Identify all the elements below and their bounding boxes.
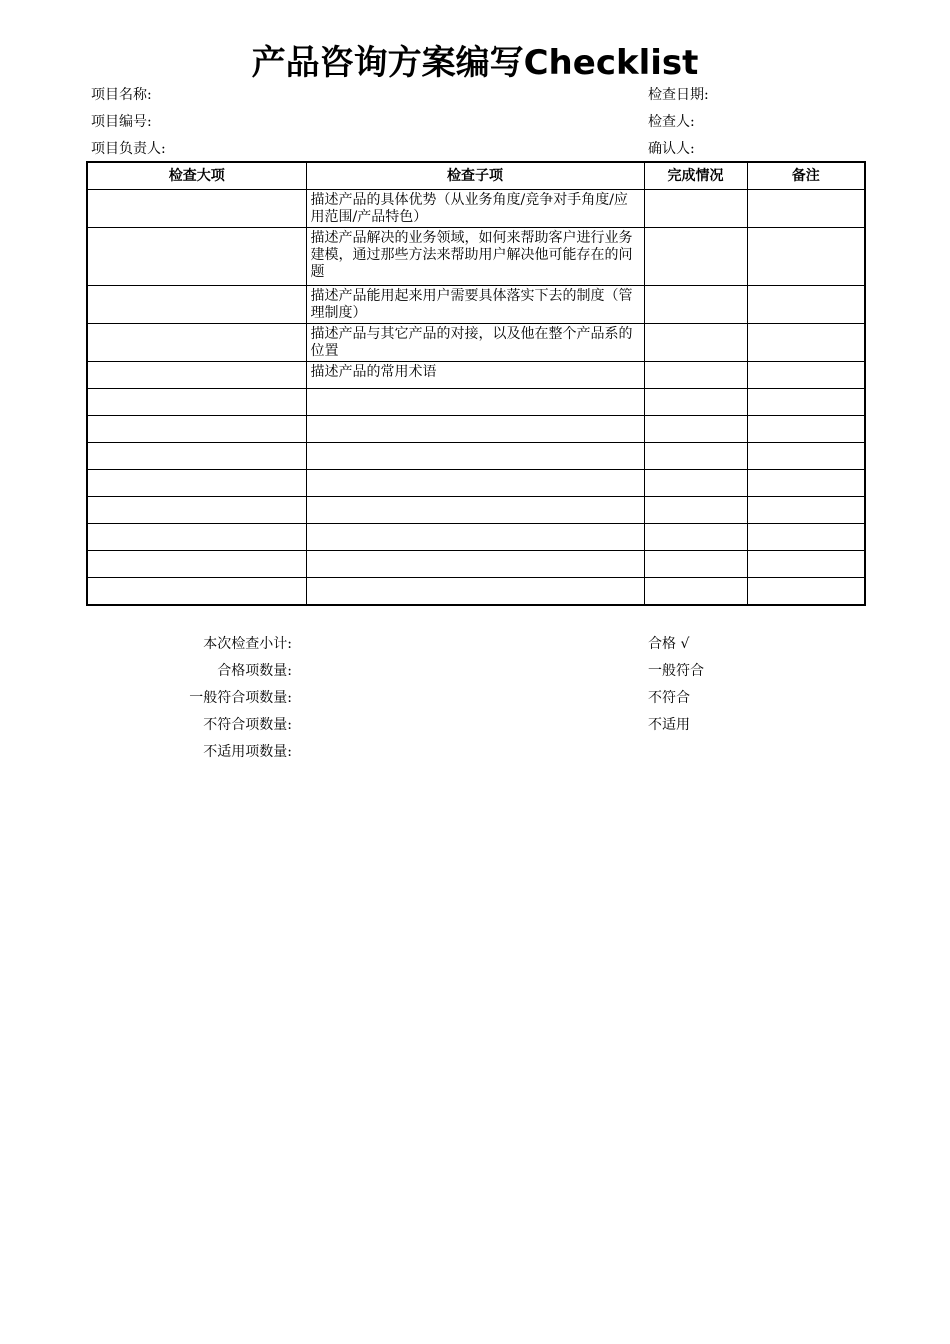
sub-cell[interactable]: 描述产品与其它产品的对接，以及他在整个产品系的位置 — [306, 324, 644, 362]
sub-cell[interactable]: 描述产品的常用术语 — [306, 362, 644, 389]
table-row — [87, 324, 865, 362]
status-cell[interactable] — [644, 497, 747, 524]
major-cell[interactable] — [87, 362, 306, 389]
table-row — [87, 416, 865, 443]
major-cell[interactable] — [87, 497, 306, 524]
table-row — [87, 190, 865, 228]
status-cell[interactable] — [644, 443, 747, 470]
column-header-sub: 检查子项 — [306, 162, 644, 190]
sub-cell[interactable] — [306, 443, 644, 470]
major-cell[interactable] — [87, 286, 306, 324]
note-cell[interactable] — [747, 497, 865, 524]
table-header-row — [87, 162, 865, 190]
table-row — [87, 497, 865, 524]
table-row — [87, 578, 865, 605]
sub-cell[interactable]: 描述产品能用起来用户需要具体落实下去的制度（管理制度） — [306, 286, 644, 324]
status-cell[interactable] — [644, 228, 747, 286]
status-cell[interactable] — [644, 578, 747, 605]
column-header-status: 完成情况 — [644, 162, 747, 190]
note-cell[interactable] — [747, 362, 865, 389]
na-count-label: 不适用项数量: — [203, 744, 292, 760]
sub-cell[interactable] — [306, 497, 644, 524]
sub-cell[interactable]: 描述产品解决的业务领域，如何来帮助客户进行业务建模，通过那些方法来帮助用户解决他可能存在的问题 — [306, 228, 644, 286]
status-cell[interactable] — [644, 190, 747, 228]
project-owner-label: 项目负责人: — [91, 141, 166, 157]
note-cell[interactable] — [747, 416, 865, 443]
status-cell[interactable] — [644, 470, 747, 497]
legend-partial: 一般符合 — [648, 663, 704, 679]
table-row — [87, 362, 865, 389]
table-row — [87, 524, 865, 551]
table-row — [87, 470, 865, 497]
checker-label: 检查人: — [648, 114, 695, 130]
major-cell[interactable] — [87, 578, 306, 605]
status-cell[interactable] — [644, 551, 747, 578]
status-cell[interactable] — [644, 286, 747, 324]
table-row — [87, 286, 865, 324]
column-header-note: 备注 — [747, 162, 865, 190]
major-cell[interactable] — [87, 443, 306, 470]
status-cell[interactable] — [644, 324, 747, 362]
legend-fail: 不符合 — [648, 690, 690, 706]
legend-na: 不适用 — [648, 717, 690, 733]
status-cell[interactable] — [644, 389, 747, 416]
note-cell[interactable] — [747, 324, 865, 362]
status-cell[interactable] — [644, 362, 747, 389]
subtotal-label: 本次检查小计: — [203, 636, 292, 652]
note-cell[interactable] — [747, 470, 865, 497]
major-cell[interactable] — [87, 551, 306, 578]
project-name-label: 项目名称: — [91, 87, 152, 103]
table-row — [87, 551, 865, 578]
pass-count-label: 合格项数量: — [217, 663, 292, 679]
note-cell[interactable] — [747, 228, 865, 286]
sub-cell[interactable] — [306, 551, 644, 578]
project-number-label: 项目编号: — [91, 114, 152, 130]
sub-cell[interactable] — [306, 524, 644, 551]
note-cell[interactable] — [747, 190, 865, 228]
legend-pass: 合格 √ — [648, 636, 690, 652]
sub-cell[interactable] — [306, 470, 644, 497]
column-header-major: 检查大项 — [87, 162, 306, 190]
sub-cell[interactable] — [306, 416, 644, 443]
major-cell[interactable] — [87, 416, 306, 443]
note-cell[interactable] — [747, 524, 865, 551]
page-title: 产品咨询方案编写Checklist — [251, 43, 699, 83]
note-cell[interactable] — [747, 286, 865, 324]
sub-cell[interactable] — [306, 578, 644, 605]
table-row — [87, 443, 865, 470]
major-cell[interactable] — [87, 524, 306, 551]
major-cell[interactable] — [87, 389, 306, 416]
status-cell[interactable] — [644, 416, 747, 443]
major-cell[interactable] — [87, 228, 306, 286]
major-cell[interactable] — [87, 324, 306, 362]
confirmer-label: 确认人: — [648, 141, 695, 157]
major-cell[interactable] — [87, 190, 306, 228]
note-cell[interactable] — [747, 551, 865, 578]
major-cell[interactable] — [87, 470, 306, 497]
checklist-table — [86, 161, 866, 606]
note-cell[interactable] — [747, 443, 865, 470]
status-cell[interactable] — [644, 524, 747, 551]
sub-cell[interactable]: 描述产品的具体优势（从业务角度/竞争对手角度/应用范围/产品特色） — [306, 190, 644, 228]
check-date-label: 检查日期: — [648, 87, 709, 103]
note-cell[interactable] — [747, 389, 865, 416]
partial-count-label: 一般符合项数量: — [189, 690, 292, 706]
table-row — [87, 228, 865, 286]
table-row — [87, 389, 865, 416]
fail-count-label: 不符合项数量: — [203, 717, 292, 733]
note-cell[interactable] — [747, 578, 865, 605]
sub-cell[interactable] — [306, 389, 644, 416]
